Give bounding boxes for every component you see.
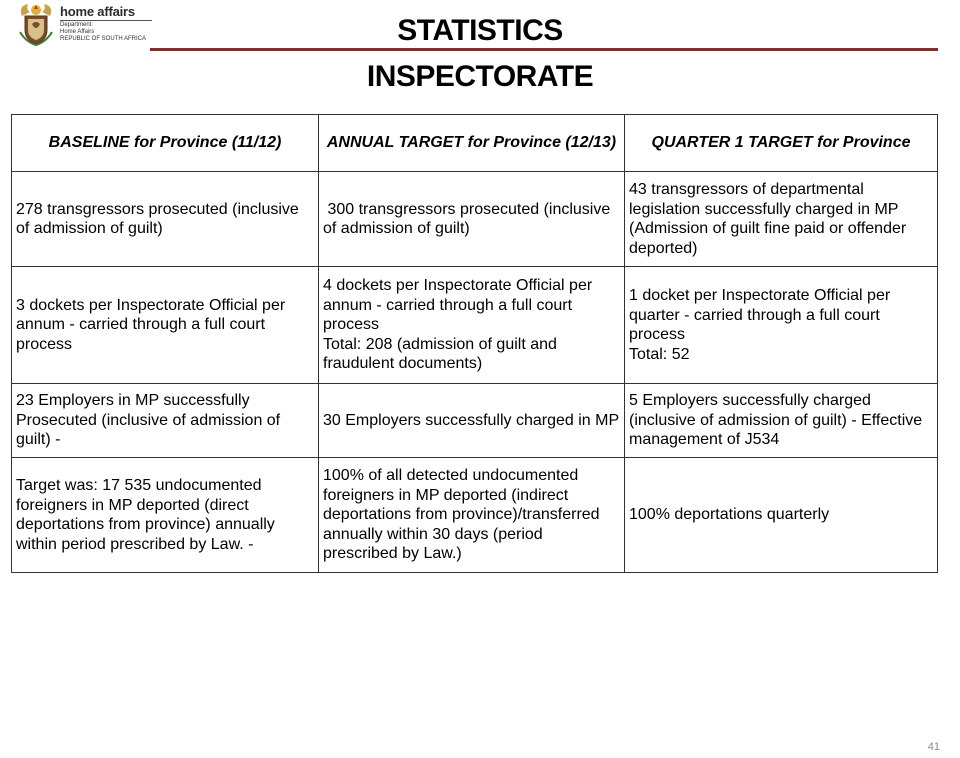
table-row xyxy=(12,458,938,573)
logo-line: Home Affairs xyxy=(60,29,95,35)
table-row xyxy=(12,384,938,458)
cell-text: Target was: 17 535 undocumented foreigners in MP deported (direct deportations from province) annually within period prescribed by Law. - xyxy=(16,477,275,553)
table-row xyxy=(12,172,938,267)
table-cell xyxy=(319,267,625,384)
table-cell xyxy=(625,384,938,458)
table-header-row xyxy=(12,115,938,172)
table-cell xyxy=(12,458,319,573)
column-header-quarter-target: QUARTER 1 TARGET for Province xyxy=(625,115,938,172)
page-number: 41 xyxy=(927,741,940,753)
page-title: STATISTICS xyxy=(397,14,563,47)
title-divider xyxy=(150,48,938,51)
table-cell xyxy=(625,267,938,384)
logo-brand-text: home affairs xyxy=(60,4,135,19)
logo-line: REPUBLIC OF SOUTH AFRICA xyxy=(60,36,147,42)
table-cell xyxy=(319,172,625,267)
table-cell xyxy=(319,384,625,458)
logo-line: Department: xyxy=(60,22,94,28)
cell-text: 23 Employers in MP successfully Prosecuted (inclusive of admission of guilt) - xyxy=(16,392,281,449)
cell-text: 1 docket per Inspectorate Official per quarter - carried through a full court process xyxy=(629,287,891,343)
column-header-baseline: BASELINE for Province (11/12) xyxy=(12,115,319,172)
table-cell xyxy=(12,172,319,267)
table-cell xyxy=(625,172,938,267)
cell-text: 30 Employers successfully charged in MP xyxy=(323,411,620,429)
page-subtitle: INSPECTORATE xyxy=(366,60,594,93)
table-cell xyxy=(12,267,319,384)
cell-text: 100% of all detected undocumented foreigners in MP deported (indirect deportations from province)/transferred annually within 30 days (period prescribed by Law.) xyxy=(323,467,600,563)
inspectorate-targets-table xyxy=(11,114,938,573)
table-cell xyxy=(319,458,625,573)
cell-total-text: Total: 52 xyxy=(629,345,690,363)
cell-text: 43 transgressors of departmental legislation successfully charged in MP (Admission of guilt fine paid or offender deported) xyxy=(629,181,907,257)
column-header-annual-target: ANNUAL TARGET for Province (12/13) xyxy=(319,115,625,172)
table-row xyxy=(12,267,938,384)
cell-text: 278 transgressors prosecuted (inclusive of admission of guilt) xyxy=(16,200,299,237)
cell-text: 300 transgressors prosecuted (inclusive of admission of guilt) xyxy=(323,200,615,237)
cell-text: 4 dockets per Inspectorate Official per annum - carried through a full court process xyxy=(323,277,593,334)
cell-total-text: Total: 208 (admission of guilt and fraudulent documents) xyxy=(323,335,557,373)
table-cell xyxy=(625,458,938,573)
cell-text: 3 dockets per Inspectorate Official per annum - carried through a full court process xyxy=(16,296,286,353)
cell-text: 5 Employers successfully charged (inclusive of admission of guilt) - Effective management of J534 xyxy=(629,392,923,449)
cell-text: 100% deportations quarterly xyxy=(629,506,830,524)
table-cell xyxy=(12,384,319,458)
